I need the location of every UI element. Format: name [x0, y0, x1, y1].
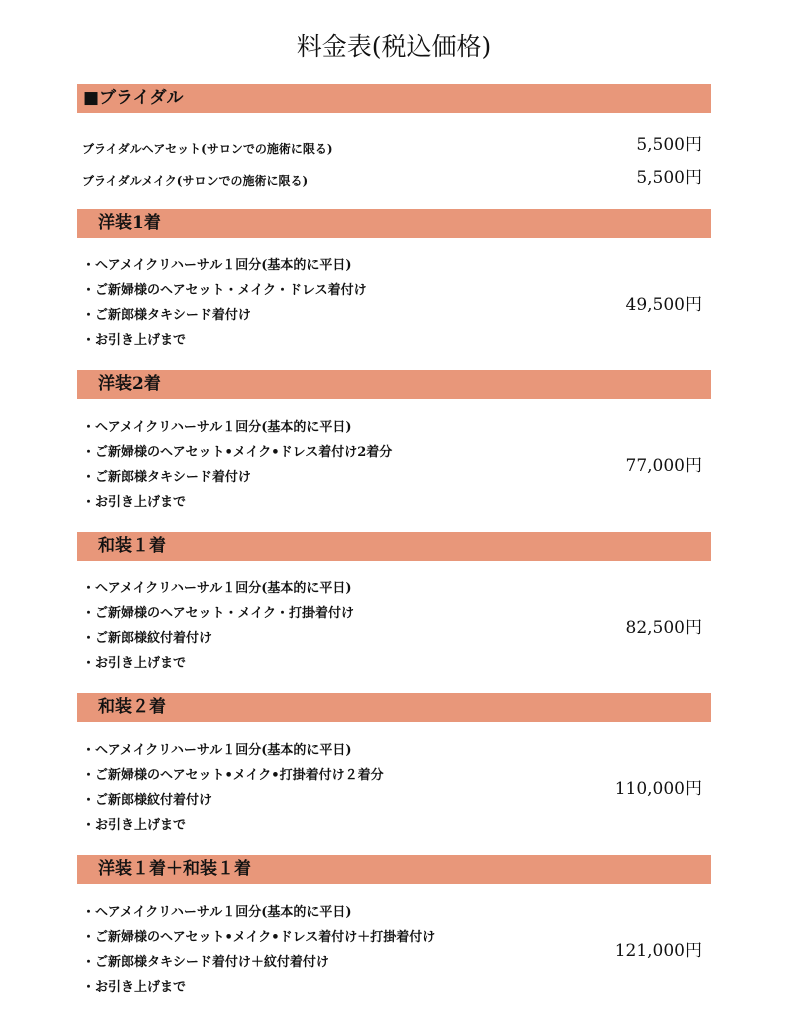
plan-detail-line: ・お引き上げまで — [82, 818, 187, 833]
section-heading-japanese-2: 和装２着 — [77, 693, 711, 722]
plan-price: 121,000円 — [614, 941, 702, 961]
section-heading-western-japanese: 洋装１着＋和装１着 — [77, 855, 711, 884]
plan-detail-line: ・ご新婦様のヘアセット•メイク•打掛着付け２着分 — [82, 768, 384, 783]
plan-detail-line: ・ヘアメイクリハーサル１回分(基本的に平日) — [82, 258, 352, 273]
plan-detail-line: ・ご新婦様のヘアセット・メイク・打掛着付け — [82, 606, 354, 621]
item-price: 5,500円 — [636, 135, 702, 155]
plan-detail-line: ・お引き上げまで — [82, 495, 187, 510]
item-label: ブライダルヘアセット(サロンでの施術に限る) — [82, 142, 333, 156]
item-price: 5,500円 — [636, 168, 702, 188]
plan-detail-line: ・ご新婦様のヘアセット•メイク•ドレス着付け2着分 — [82, 445, 393, 460]
plan-detail-line: ・ご新郎様タキシード着付け — [82, 308, 251, 323]
plan-detail-line: ・ご新郎様タキシード着付け＋紋付着付け — [82, 955, 329, 970]
plan-detail-line: ・お引き上げまで — [82, 656, 187, 671]
plan-detail-line: ・ご新郎様紋付着付け — [82, 793, 213, 808]
plan-detail-line: ・お引き上げまで — [82, 980, 187, 995]
plan-detail-line: ・ご新郎様紋付着付け — [82, 631, 213, 646]
plan-price: 49,500円 — [625, 295, 702, 315]
section-heading-western-1: 洋装1着 — [77, 209, 711, 238]
item-label: ブライダルメイク(サロンでの施術に限る) — [82, 174, 309, 188]
plan-detail-line: ・ご新郎様タキシード着付け — [82, 470, 251, 485]
plan-price: 110,000円 — [614, 779, 702, 799]
plan-detail-line: ・ヘアメイクリハーサル１回分(基本的に平日) — [82, 581, 352, 596]
plan-detail-line: ・ヘアメイクリハーサル１回分(基本的に平日) — [82, 420, 352, 435]
section-heading-western-2: 洋装2着 — [77, 370, 711, 399]
page-title: 料金表(税込価格) — [296, 32, 492, 61]
plan-price: 82,500円 — [625, 618, 702, 638]
plan-detail-line: ・お引き上げまで — [82, 333, 187, 348]
plan-detail-line: ・ヘアメイクリハーサル１回分(基本的に平日) — [82, 743, 352, 758]
plan-detail-line: ・ヘアメイクリハーサル１回分(基本的に平日) — [82, 905, 352, 920]
plan-detail-line: ・ご新婦様のヘアセット•メイク•ドレス着付け＋打掛着付け — [82, 930, 436, 945]
section-heading-japanese-1: 和装１着 — [77, 532, 711, 561]
plan-price: 77,000円 — [625, 456, 702, 476]
section-heading-bridal: ■ブライダル — [77, 84, 711, 113]
plan-detail-line: ・ご新婦様のヘアセット・メイク・ドレス着付け — [82, 283, 367, 298]
